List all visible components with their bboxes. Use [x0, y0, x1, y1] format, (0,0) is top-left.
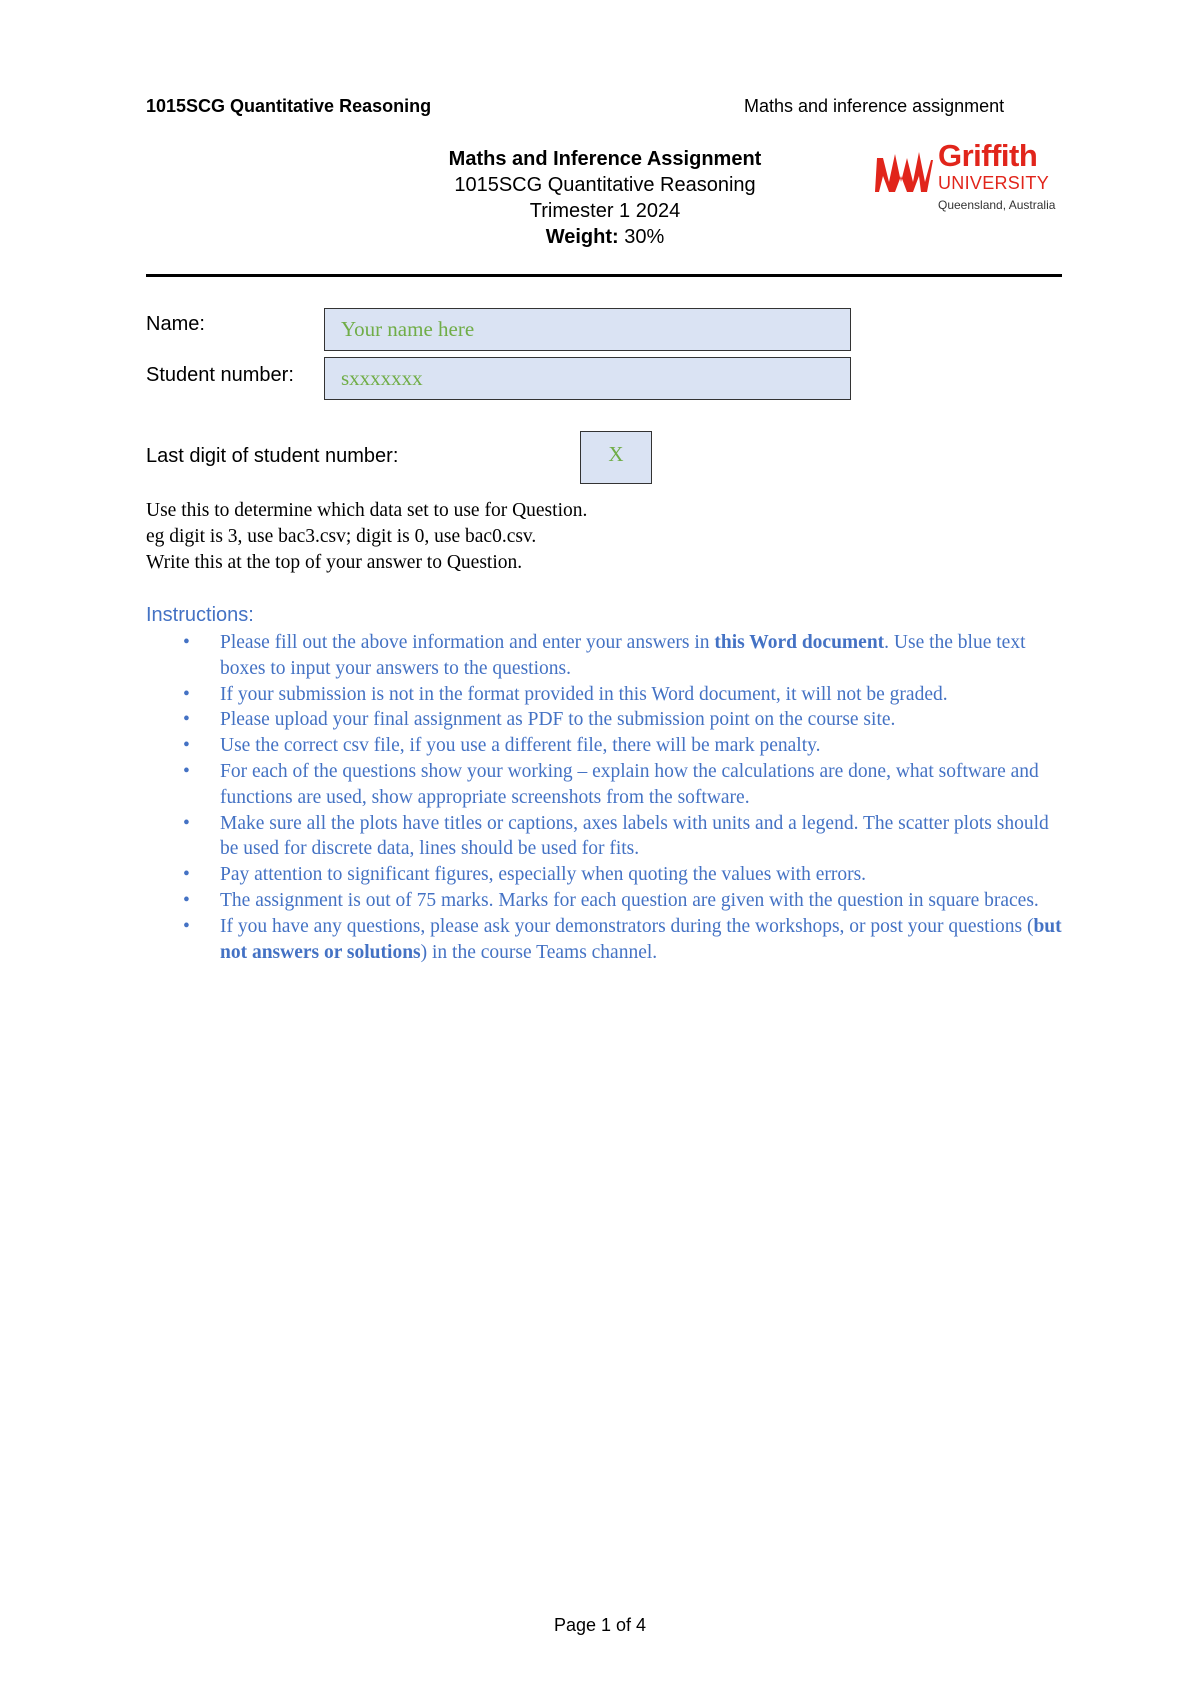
note-line-1: Use this to determine which data set to use for Question.: [146, 500, 588, 521]
dataset-note: [146, 498, 587, 576]
instruction-1-text: Please fill out the above information and enter your answers in: [220, 632, 715, 653]
list-item: • Please upload your final assignment as PDF to the submission point on the course site.: [146, 707, 1066, 733]
course-name: 1015SCG Quantitative Reasoning: [454, 174, 756, 196]
note-line-2: eg digit is 3, use bac3.csv; digit is 0, use bac0.csv.: [146, 526, 537, 547]
header-divider: [146, 274, 1062, 277]
trimester: Trimester 1 2024: [529, 200, 681, 222]
logo-university: UNIVERSITY: [938, 173, 1050, 193]
name-field[interactable]: Your name here: [324, 308, 851, 351]
student-number-label: Student number:: [146, 364, 294, 386]
list-item: [146, 630, 1066, 682]
instruction-1-text-end: . Use the blue text boxes to input your answers to the questions.: [220, 632, 1026, 679]
list-item: • If your submission is not in the format provided in this Word document, it will not be graded.: [146, 682, 1066, 708]
griffith-flame-icon: [875, 146, 935, 196]
list-item: • For each of the questions show your working – explain how the calculations are done, what software and functions are used, show appropriate screenshots from the software.: [146, 759, 1066, 811]
instruction-9-text: If you have any questions, please ask your demonstrators during the workshops, or post your questions (: [220, 915, 1034, 937]
list-item: • The assignment is out of 75 marks. Marks for each question are given with the question in square braces.: [146, 888, 1066, 914]
note-line-3: Write this at the top of your answer to Question.: [146, 552, 523, 573]
page-number: Page 1 of 4: [553, 1615, 647, 1635]
weight: [380, 224, 830, 250]
instruction-1-bold: this Word document: [714, 632, 885, 653]
instruction-9-bold: but not answers or solutions: [220, 915, 1062, 963]
list-item: • Pay attention to significant figures, especially when quoting the values with errors.: [146, 862, 1066, 888]
title-block: [380, 146, 830, 250]
griffith-logo: [875, 138, 1075, 220]
list-item: [146, 914, 1066, 966]
header-title: Maths and inference assignment: [744, 96, 1005, 116]
header-course: 1015SCG Quantitative Reasoning: [146, 96, 432, 116]
instructions-list: [146, 630, 1066, 965]
name-label: Name:: [146, 313, 205, 335]
instructions-heading: Instructions:: [146, 604, 254, 626]
last-digit-label: Last digit of student number:: [146, 445, 399, 467]
instruction-9-text-end: ) in the course Teams channel.: [420, 941, 658, 963]
list-item: • Make sure all the plots have titles or captions, axes labels with units and a legend. The scatter plots should be used for discrete data, lines should be used for fits.: [146, 811, 1066, 863]
list-item: • Use the correct csv file, if you use a different file, there will be mark penalty.: [146, 733, 1066, 759]
logo-location: Queensland, Australia: [938, 198, 1056, 212]
last-digit-field[interactable]: X: [580, 431, 652, 484]
weight-value: 30%: [618, 226, 665, 248]
student-number-field[interactable]: sxxxxxxx: [324, 357, 851, 400]
weight-label: Weight:: [545, 226, 619, 248]
assignment-title: Maths and Inference Assignment: [448, 148, 762, 170]
logo-brand: Griffith: [938, 138, 1038, 173]
